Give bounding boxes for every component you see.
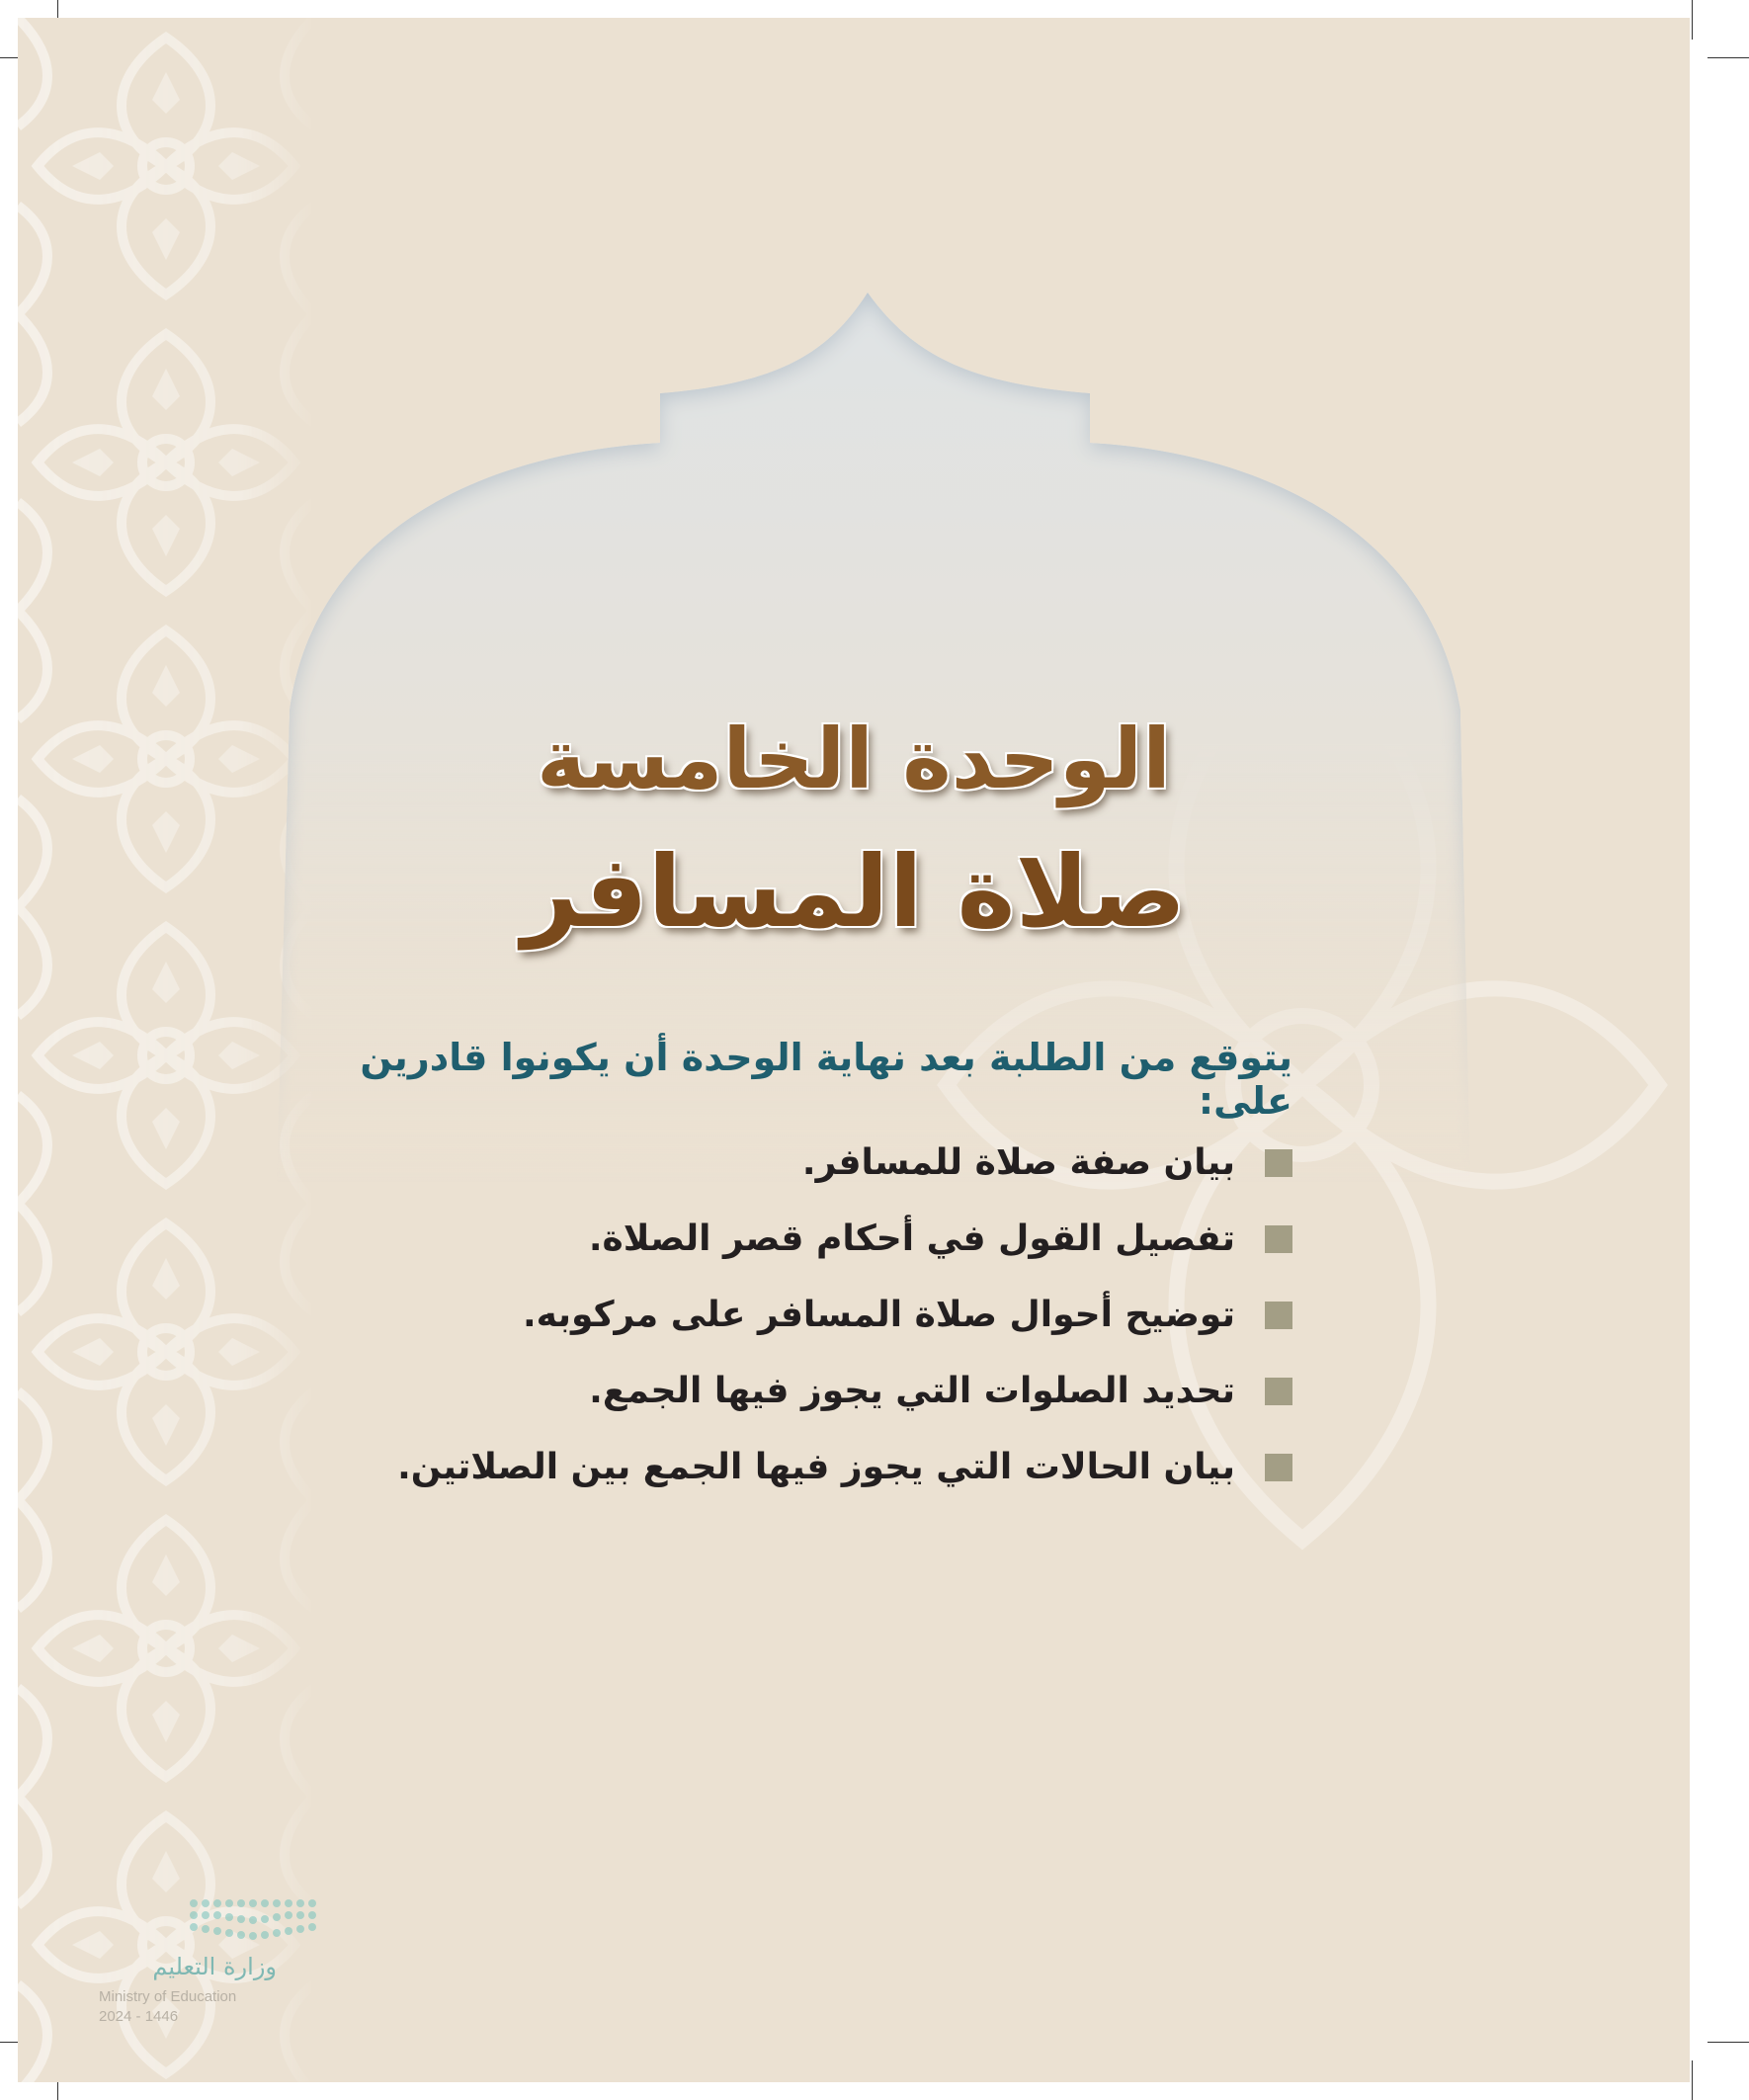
list-item bbox=[304, 1277, 1292, 1353]
objective-text: تحديد الصلوات التي يجوز فيها الجمع. bbox=[589, 1371, 1235, 1411]
list-item bbox=[304, 1125, 1292, 1201]
objective-text: تفصيل القول في أحكام قصر الصلاة. bbox=[588, 1218, 1235, 1259]
unit-subtitle: صلاة المسافر bbox=[521, 834, 1187, 950]
square-bullet-icon bbox=[1265, 1378, 1292, 1405]
book-page bbox=[18, 18, 1690, 2082]
objectives-intro: يتوقع من الطلبة بعد نهاية الوحدة أن يكونوا قادرين على: bbox=[360, 1036, 1292, 1123]
objectives-list bbox=[304, 1125, 1292, 1505]
unit-title-block bbox=[18, 700, 1690, 966]
unit-title: الوحدة الخامسة bbox=[537, 711, 1171, 807]
objective-text: بيان الحالات التي يجوز فيها الجمع بين الصلاتين. bbox=[397, 1447, 1235, 1487]
crop-mark bbox=[1707, 2042, 1749, 2043]
ministry-name-arabic: وزارة التعليم bbox=[152, 1953, 277, 1980]
edition-year: 2024 - 1446 bbox=[99, 2008, 179, 2025]
crop-mark bbox=[1707, 57, 1749, 58]
ministry-name-english: Ministry of Education bbox=[99, 1988, 237, 2005]
square-bullet-icon bbox=[1265, 1302, 1292, 1329]
objective-text: بيان صفة صلاة للمسافر. bbox=[801, 1142, 1235, 1183]
objective-text: توضيح أحوال صلاة المسافر على مركوبه. bbox=[522, 1295, 1235, 1335]
list-item bbox=[304, 1201, 1292, 1277]
square-bullet-icon bbox=[1265, 1454, 1292, 1481]
crop-mark bbox=[1692, 2060, 1693, 2100]
square-bullet-icon bbox=[1265, 1149, 1292, 1177]
square-bullet-icon bbox=[1265, 1225, 1292, 1253]
crop-mark bbox=[1692, 0, 1693, 40]
list-item bbox=[304, 1353, 1292, 1429]
list-item bbox=[304, 1429, 1292, 1505]
